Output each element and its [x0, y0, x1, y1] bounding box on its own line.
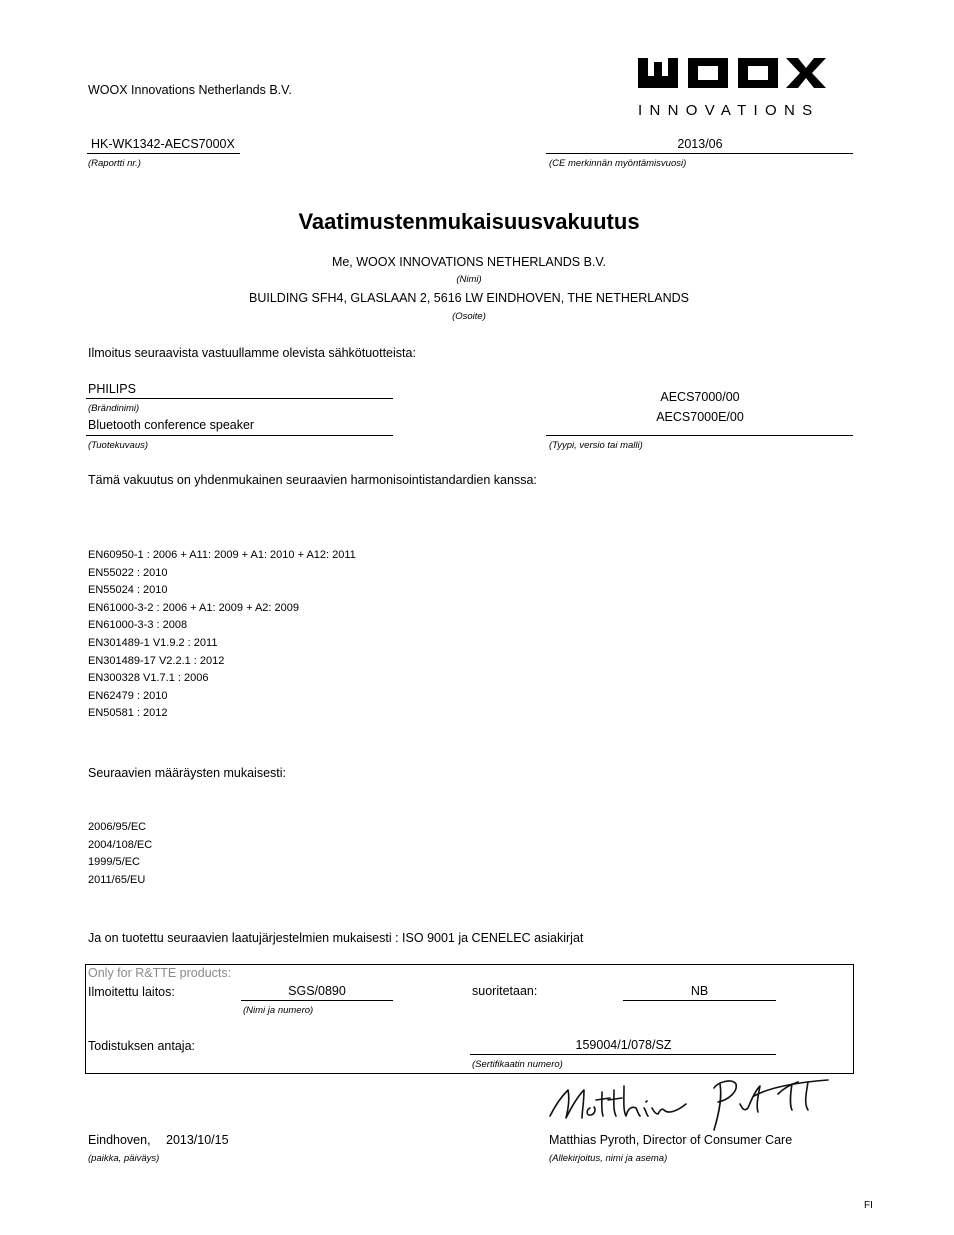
- list-item: EN300328 V1.7.1 : 2006: [88, 672, 209, 685]
- certificate-line: [470, 1054, 776, 1055]
- certifier-label: Todistuksen antaja:: [88, 1039, 196, 1053]
- ce-year: 2013/06: [677, 137, 723, 151]
- declarant-name-caption: (Nimi): [456, 274, 482, 285]
- list-item: 2004/108/EC: [88, 838, 153, 851]
- list-item: EN62479 : 2010: [88, 689, 168, 702]
- brand-caption: (Brändinimi): [88, 403, 140, 414]
- signature: [546, 1074, 831, 1132]
- model-1: AECS7000/00: [660, 390, 740, 404]
- certificate-caption: (Sertifikaatin numero): [472, 1059, 563, 1070]
- performed-line: [623, 1000, 776, 1001]
- list-item: EN301489-1 V1.9.2 : 2011: [88, 636, 218, 649]
- report-number: HK-WK1342-AECS7000X: [91, 137, 235, 151]
- ce-year-line: [546, 153, 853, 154]
- declarant-address-caption: (Osoite): [452, 311, 486, 322]
- signature-icon: [546, 1074, 831, 1132]
- ce-year-caption: (CE merkinnän myöntämisvuosi): [549, 158, 687, 169]
- list-item: EN55024 : 2010: [88, 584, 168, 597]
- list-item: EN61000-3-2 : 2006 + A1: 2009 + A2: 2009: [88, 601, 300, 614]
- product-line: [86, 435, 393, 436]
- quality-text: Ja on tuotettu seuraavien laatujärjestelmien mukaisesti : ISO 9001 ja CENELEC asiakirjat: [88, 931, 584, 945]
- intro-text: Ilmoitus seuraavista vastuullamme olevista sähkötuotteista:: [88, 346, 416, 360]
- brand-line: [86, 398, 393, 399]
- list-item: EN61000-3-3 : 2008: [88, 619, 188, 632]
- company-name: WOOX Innovations Netherlands B.V.: [88, 83, 292, 97]
- language-code: FI: [864, 1200, 873, 1211]
- list-item: EN301489-17 V2.2.1 : 2012: [88, 654, 225, 667]
- certificate-number: 159004/1/078/SZ: [575, 1038, 672, 1052]
- brand-name: PHILIPS: [88, 382, 136, 396]
- place-date-caption: (paikka, päiväys): [88, 1153, 160, 1164]
- notified-body-value: SGS/0890: [288, 984, 346, 998]
- standards-list: [88, 547, 356, 723]
- product-description: Bluetooth conference speaker: [88, 418, 255, 432]
- rtte-header: Only for R&TTE products:: [88, 966, 232, 980]
- list-item: 1999/5/EC: [88, 856, 140, 869]
- product-caption: (Tuotekuvaus): [88, 440, 149, 451]
- declarant-address: BUILDING SFH4, GLASLAAN 2, 5616 LW EINDHOVEN, THE NETHERLANDS: [249, 291, 689, 305]
- notified-body-label: Ilmoitettu laitos:: [88, 985, 175, 999]
- report-number-caption: (Raportti nr.): [88, 158, 141, 169]
- list-item: 2011/65/EU: [88, 873, 146, 886]
- declarant-name: Me, WOOX INNOVATIONS NETHERLANDS B.V.: [331, 255, 607, 269]
- regulations-text: Seuraavien määräysten mukaisesti:: [88, 766, 287, 780]
- page-title: Vaatimustenmukaisuusvakuutus: [298, 209, 640, 234]
- notified-body-caption: (Nimi ja numero): [243, 1005, 314, 1016]
- date: 2013/10/15: [166, 1133, 229, 1147]
- signatory-caption: (Allekirjoitus, nimi ja asema): [549, 1153, 668, 1164]
- models-line: [546, 435, 853, 436]
- directives-list: [88, 819, 152, 889]
- report-number-line: [87, 153, 240, 154]
- performed-label: suoritetaan:: [472, 984, 538, 998]
- performed-value: NB: [690, 984, 709, 998]
- woox-logo: [636, 56, 836, 122]
- model-2: AECS7000E/00: [656, 410, 744, 424]
- logo-tagline: INNOVATIONS: [638, 102, 820, 119]
- signatory-name: Matthias Pyroth, Director of Consumer Care: [549, 1133, 793, 1147]
- list-item: 2006/95/EC: [88, 821, 147, 833]
- place: Eindhoven,: [88, 1133, 151, 1147]
- list-item: EN60950-1 : 2006 + A11: 2009 + A1: 2010 + A12: 2011: [88, 549, 356, 561]
- notified-body-line: [241, 1000, 393, 1001]
- list-item: EN55022 : 2010: [88, 566, 168, 579]
- rtte-box: [85, 964, 854, 1074]
- list-item: EN50581 : 2012: [88, 707, 168, 720]
- models-caption: (Tyypi, versio tai malli): [549, 440, 643, 451]
- conformity-text: Tämä vakuutus on yhdenmukainen seuraavien harmonisointistandardien kanssa:: [88, 473, 537, 487]
